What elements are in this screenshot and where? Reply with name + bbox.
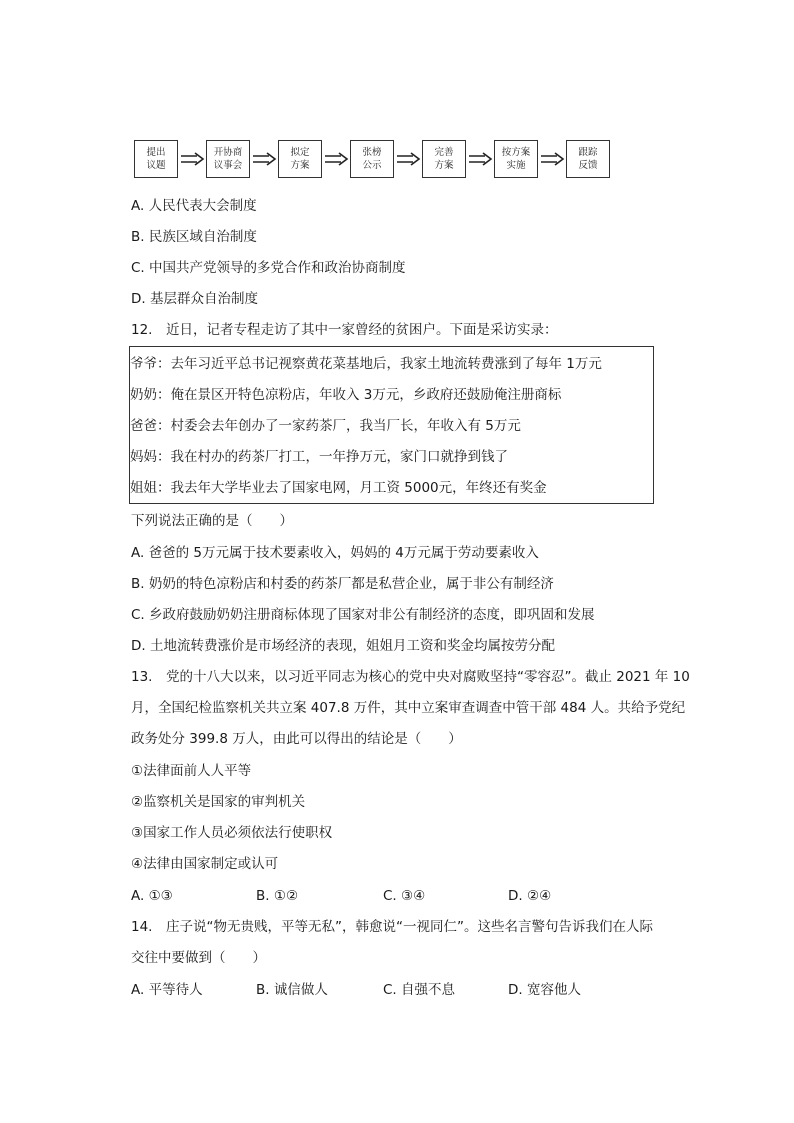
q11-option-a: A. 人民代表大会制度 — [131, 198, 257, 214]
q12-option-a: A. 爸爸的 5万元属于技术要素收入，妈妈的 4万元属于劳动要素收入 — [131, 545, 539, 561]
q12-question: 下列说法正确的是（ ） — [131, 513, 293, 529]
q11-option-c: C. 中国共产党领导的多党合作和政治协商制度 — [131, 260, 406, 276]
q13-stem-line-3: 政务处分 399.8 万人，由此可以得出的结论是（ ） — [131, 731, 462, 747]
flow-step-text: 完善 — [434, 147, 454, 158]
q12-option-d: D. 土地流转费涨价是市场经济的表现，姐姐月工资和奖金均属按劳分配 — [131, 638, 555, 654]
q13-item-4: ④法律由国家制定或认可 — [131, 856, 279, 872]
q14-option-c: C. 自强不息 — [383, 982, 456, 998]
flow-step-text: 提出 — [146, 147, 166, 158]
double-arrow-right-icon — [394, 151, 422, 167]
q11-option-d: D. 基层群众自治制度 — [131, 291, 258, 307]
q13-item-2: ②监察机关是国家的审判机关 — [131, 794, 306, 810]
flow-step-text: 实施 — [506, 160, 526, 171]
flow-step-text: 议事会 — [213, 160, 243, 171]
q13-stem-line-1: 13. 党的十八大以来，以习近平同志为核心的党中央对腐败坚持“零容忍”。截止 2021 年 10 — [131, 669, 690, 685]
flow-step-text: 跟踪 — [578, 147, 598, 158]
q14-stem-line-1: 14. 庄子说“物无贵贱，平等无私”，韩愈说“一视同仁”。这些名言警句告诉我们在人际 — [131, 919, 653, 935]
flow-step-box — [278, 140, 322, 178]
flow-step-text: 反馈 — [578, 160, 598, 171]
flow-step-box — [494, 140, 538, 178]
q12-option-c: C. 乡政府鼓励奶奶注册商标体现了国家对非公有制经济的态度，即巩固和发展 — [131, 607, 595, 623]
q14-option-a: A. 平等待人 — [131, 982, 203, 998]
double-arrow-right-icon — [250, 151, 278, 167]
flow-step-text: 拟定 — [290, 147, 310, 158]
flow-step-text: 方案 — [434, 160, 454, 171]
flow-step-text: 开协商 — [213, 147, 243, 158]
q13-option-a: A. ①③ — [131, 888, 173, 904]
flow-step-text: 张榜 — [362, 147, 382, 158]
interview-line-sister: 姐姐：我去年大学毕业去了国家电网，月工资 5000元，年终还有奖金 — [130, 480, 547, 496]
flow-step-box — [206, 140, 250, 178]
q14-options — [131, 980, 581, 1000]
flow-step-box — [422, 140, 466, 178]
double-arrow-right-icon — [538, 151, 566, 167]
interview-line-grandpa: 爷爷：去年习近平总书记视察黄花菜基地后，我家土地流转费涨到了每年 1万元 — [130, 356, 602, 372]
interview-line-dad: 爸爸：村委会去年创办了一家药茶厂，我当厂长，年收入有 5万元 — [130, 418, 521, 434]
interview-line-mom: 妈妈：我在村办的药茶厂打工，一年挣万元，家门口就挣到钱了 — [130, 449, 508, 465]
q13-item-3: ③国家工作人员必须依法行使职权 — [131, 825, 333, 841]
q13-options — [131, 886, 551, 906]
flow-step-text: 方案 — [290, 160, 310, 171]
double-arrow-right-icon — [322, 151, 350, 167]
q13-stem-line-2: 月，全国纪检监察机关共立案 407.8 万件，其中立案审查调查中管干部 484 人。共给予党纪 — [131, 700, 686, 716]
double-arrow-right-icon — [466, 151, 494, 167]
q13-item-1: ①法律面前人人平等 — [131, 763, 252, 779]
q14-stem-line-2: 交往中要做到（ ） — [131, 950, 266, 966]
flow-step-text: 议题 — [146, 160, 166, 171]
flow-step-text: 公示 — [362, 160, 382, 171]
double-arrow-right-icon — [178, 151, 206, 167]
q14-option-d: D. 宽容他人 — [508, 982, 581, 998]
flow-step-box — [134, 140, 178, 178]
q13-option-b: B. ①② — [256, 888, 299, 904]
flow-step-box — [566, 140, 610, 178]
q13-option-d: D. ②④ — [508, 888, 552, 904]
interview-line-grandma: 奶奶：俺在景区开特色凉粉店，年收入 3万元，乡政府还鼓励俺注册商标 — [130, 387, 562, 403]
q12-option-b: B. 奶奶的特色凉粉店和村委的药茶厂都是私营企业，属于非公有制经济 — [131, 576, 554, 592]
q13-option-c: C. ③④ — [383, 888, 426, 904]
interview-box — [129, 346, 654, 504]
process-flow-diagram — [134, 140, 610, 178]
q11-option-b: B. 民族区域自治制度 — [131, 229, 257, 245]
q12-stem: 12. 近日，记者专程走访了其中一家曾经的贫困户。下面是采访实录： — [131, 322, 558, 338]
flow-step-box — [350, 140, 394, 178]
flow-step-text: 按方案 — [501, 147, 531, 158]
q14-option-b: B. 诚信做人 — [256, 982, 328, 998]
